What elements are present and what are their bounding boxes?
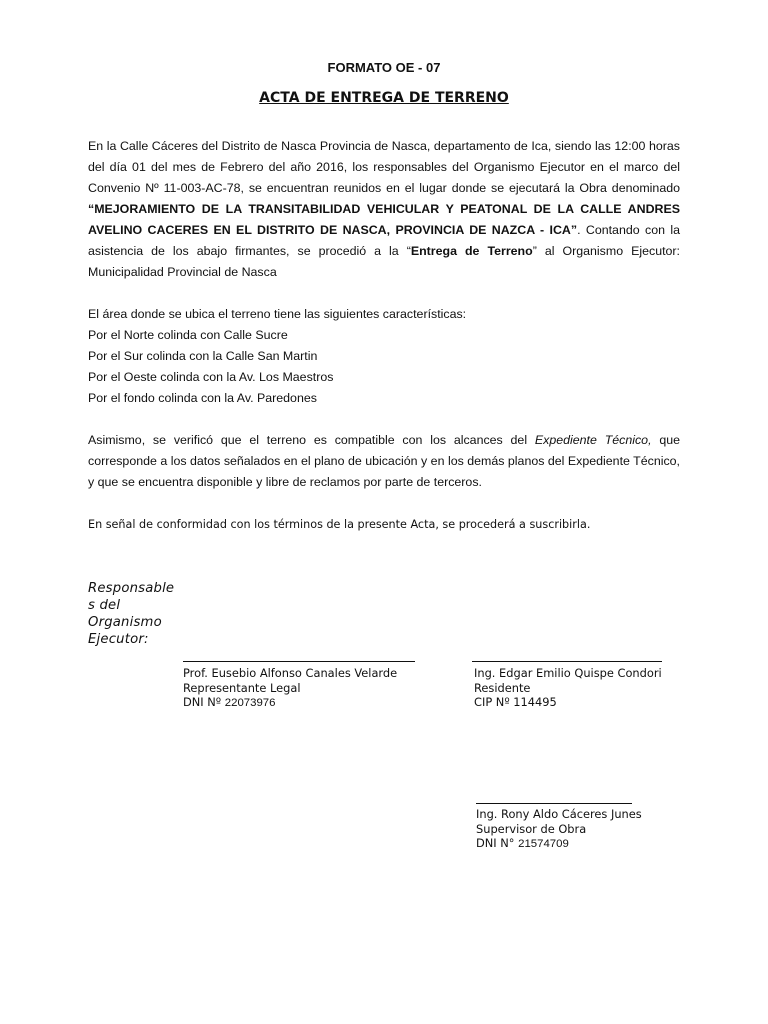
verification-paragraph (88, 430, 680, 493)
conformity-paragraph: En señal de conformidad con los términos de la presente Acta, se procederá a suscribirla. (88, 518, 591, 531)
signer-name: Ing. Edgar Emilio Quispe Condori (474, 666, 662, 680)
responsables-label (88, 580, 180, 648)
intro-paragraph (88, 136, 680, 283)
signer-role: Supervisor de Obra (476, 821, 587, 836)
signature-block-supervisor (476, 807, 642, 852)
signer-id-label: DNI Nº (183, 695, 225, 709)
intro-text-end: ” al Organismo Ejecutor: Municipalidad Provincial de Nasca (88, 244, 680, 279)
responsables-label-line: s del (88, 598, 121, 613)
signer-name: Ing. Rony Aldo Cáceres Junes (476, 807, 642, 821)
verification-text: Asimismo, se verificó que el terreno es compatible con los alcances del (88, 433, 535, 447)
document-title: ACTA DE ENTREGA DE TERRENO (259, 90, 509, 106)
intro-text-continued: . Contando con la asistencia de los abajo firmantes, se procedió a la “ (88, 223, 680, 258)
boundary-north: Por el Norte colinda con Calle Sucre (88, 328, 288, 342)
boundary-west: Por el Oeste colinda con la Av. Los Maestros (88, 370, 334, 384)
signer-id (474, 695, 662, 711)
characteristics-section (88, 304, 680, 409)
project-name: MEJORAMIENTO DE LA TRANSITABILIDAD VEHICULAR Y PEATONAL DE LA CALLE ANDRES AVELINO CACERES EN EL DISTRITO DE NASCA, PROVINCIA DE NAZCA - ICA” (88, 202, 680, 237)
format-code: FORMATO OE - 07 (327, 60, 441, 75)
signer-id-number: 22073976 (224, 697, 276, 709)
signature-block-resident (474, 666, 662, 711)
quote-open: “ (88, 202, 95, 216)
signer-id-label: DNI N° (476, 836, 519, 850)
signer-id-number: 21574709 (518, 838, 569, 850)
signature-line-resident (472, 661, 662, 662)
signer-id (476, 836, 642, 852)
expediente-tecnico: Expediente Técnico, (534, 433, 652, 447)
responsables-label-line: Organismo (88, 615, 162, 630)
boundary-back: Por el fondo colinda con la Av. Paredones (88, 391, 317, 405)
signer-id-label: CIP Nº 114495 (474, 695, 557, 709)
signer-role: Residente (474, 680, 531, 695)
responsables-label-line: Ejecutor: (88, 632, 149, 647)
boundary-south: Por el Sur colinda con la Calle San Martin (88, 349, 318, 363)
characteristics-intro: El área donde se ubica el terreno tiene las siguientes características: (88, 307, 467, 321)
signer-name: Prof. Eusebio Alfonso Canales Velarde (183, 666, 398, 680)
entrega-de-terreno: Entrega de Terreno (410, 244, 533, 258)
responsables-label-line: Responsable (88, 581, 175, 596)
signer-id (183, 695, 397, 711)
verification-text-end: que corresponde a los datos señalados en el plano de ubicación y en los demás planos del Expediente Técnico, y que se encuentra disponible y libre de reclamos por parte de terceros. (88, 433, 681, 489)
signature-block-legal-rep (183, 666, 397, 711)
intro-text: En la Calle Cáceres del Distrito de Nasca Provincia de Nasca, departamento de Ica, siendo las 12:00 horas del día 01 del mes de Febrero del año 2016, los responsables del Organismo Ejecutor en el marco del Convenio Nº 11-003-AC-78, se encuentran reunidos en el lugar donde se ejecutará la Obra denominado (88, 139, 680, 195)
signer-role: Representante Legal (183, 680, 301, 695)
signature-line-legal-rep (183, 661, 415, 662)
signature-line-supervisor (476, 803, 632, 804)
